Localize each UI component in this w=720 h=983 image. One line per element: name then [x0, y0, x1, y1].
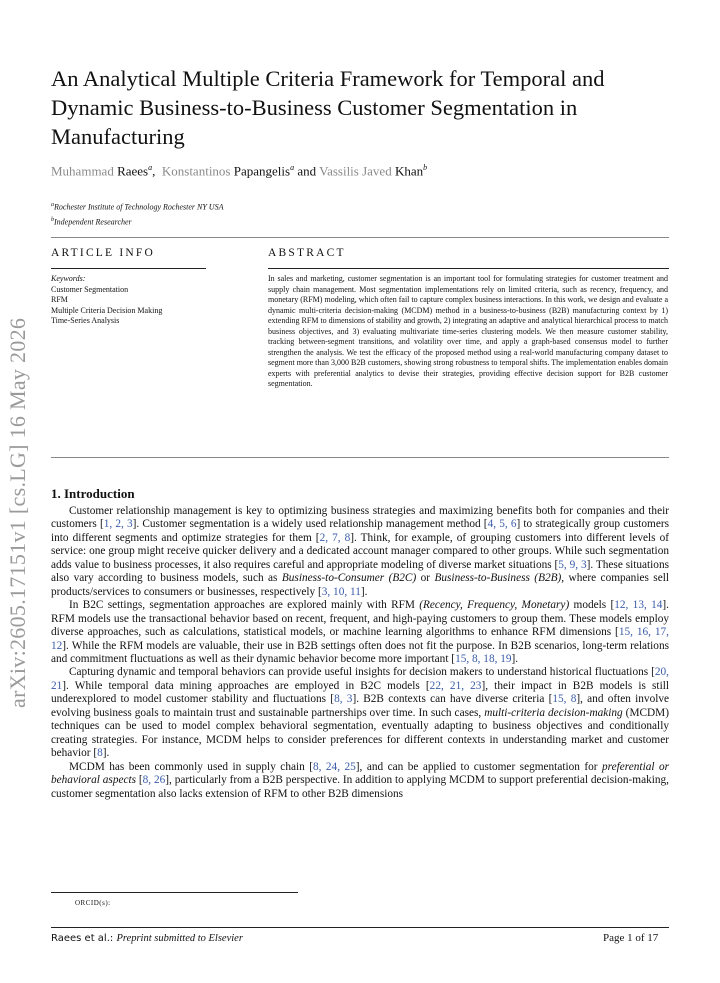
- orcid-footnote: ORCID(s):: [75, 899, 111, 907]
- section-heading: 1. Introduction: [51, 486, 135, 501]
- keywords-label: Keywords:: [51, 274, 86, 283]
- body-text: (MCDM) techniques can be used to model complex behavioral segmentation, eventually adapting to business objectives and conditionally creating strategies. For instance, MCDM helps to consider preferences for different contexts in understanding market and customer behavior [: [51, 706, 669, 760]
- citation-link[interactable]: 1, 2, 3: [103, 518, 133, 531]
- emphasis-text: (Recency, Frequency, Monetary): [419, 599, 570, 612]
- citation-link[interactable]: 8: [97, 747, 103, 760]
- citation-link[interactable]: 8, 3: [334, 693, 353, 706]
- author-last-name: Khan: [394, 163, 424, 179]
- emphasis-text: Business-to-Consumer (B2C): [281, 572, 417, 585]
- body-text: ].: [360, 585, 368, 598]
- citation-link[interactable]: 8, 26: [142, 774, 166, 787]
- author-affil-mark: a: [148, 163, 153, 172]
- body-text: or: [416, 572, 435, 585]
- emphasis-text: preferential or behavioral aspects: [51, 760, 669, 787]
- introduction-body: [51, 505, 669, 801]
- affiliations: [51, 199, 223, 228]
- author-affil-mark: a: [290, 163, 295, 172]
- body-text: ]. B2B contexts can have diverse criteria [: [352, 693, 553, 706]
- paragraph: [51, 505, 669, 599]
- affiliation-b: [51, 214, 223, 229]
- keyword: Time-Series Analysis: [51, 316, 120, 325]
- page-number: Page 1 of 17: [603, 932, 659, 944]
- affiliation-text: Rochester Institute of Technology Rochester NY USA: [54, 202, 224, 212]
- citation-link[interactable]: 3, 10, 11: [321, 585, 361, 598]
- body-text: ]. RFM models use the transactional behavior based on recent, frequent, and high-paying customers to group them. These models employ diverse approaches, such as calculations, statistical models, or machine learning algorithms to enhance RFM dimensions [: [51, 599, 669, 639]
- affiliation-mark: b: [51, 216, 54, 223]
- abstract-rule: [268, 268, 669, 269]
- paragraph: [51, 666, 669, 760]
- body-text: MCDM has been commonly used in supply chain [: [69, 760, 313, 773]
- body-text: ].: [102, 747, 110, 760]
- body-text: In B2C settings, segmentation approaches are explored mainly with RFM: [69, 599, 420, 612]
- citation-link[interactable]: 22, 21, 23: [429, 679, 482, 692]
- body-text: ], their impact in B2B models is still underexplored to model customer stability and fluctuations [: [51, 679, 669, 706]
- abstract-heading: ABSTRACT: [268, 247, 346, 259]
- paper-title: An Analytical Multiple Criteria Framework for Temporal and Dynamic Business-to-Business Customer Segmentation in Manufacturing: [51, 66, 605, 149]
- emphasis-text: Business-to-Business (B2B): [434, 572, 562, 585]
- citation-link[interactable]: 15, 16, 17, 12: [51, 626, 669, 652]
- author-first-name: Vassilis Javed: [319, 163, 392, 179]
- author-separator: and: [297, 163, 317, 179]
- body-text: models [: [569, 599, 615, 612]
- citation-link[interactable]: 5, 9, 3: [558, 558, 587, 571]
- body-text: ]. These situations also vary according to business models, such as: [51, 558, 669, 585]
- footer-left: [51, 933, 243, 944]
- header-divider: [51, 237, 669, 238]
- citation-link[interactable]: 15, 8, 18, 19: [455, 652, 512, 665]
- paragraph: [51, 761, 669, 801]
- citation-link[interactable]: 8, 24, 25: [312, 760, 356, 773]
- footer-journal: Preprint submitted to Elsevier: [116, 933, 243, 944]
- keyword: Multiple Criteria Decision Making: [51, 305, 163, 315]
- body-text: [: [136, 774, 143, 787]
- abstract-divider: [51, 457, 669, 458]
- author-first-name: Konstantinos: [161, 163, 231, 179]
- body-text: Capturing dynamic and temporal behaviors can provide useful insights for decision makers to understand historical fluctuations [: [69, 666, 655, 679]
- abstract-text: In sales and marketing, customer segmentation is an important tool for formulating strategies for customer treatment and supply chain management. Most segmentation implementations rely on limited criteria, such as recency, frequency, and monetary (RFM) modeling, which often fail to capture complex business interactions. In this work, we design and evaluate a dynamic multi-criteria decision-making (MCDM) method in a business-to-business (B2B) manufacturing context by 1) extending RFM to dimensions of stability and growth, 2) integrating an adaptive and analytical hierarchical process to match business objectives, and 3) evaluating multivariate time-series clustering models. We then measure customer stability, tracking between-segment transitions, and volatility over time, and apply a graph-based consensus model to further strengthen the analysis. We test the efficacy of the proposed method using a real-world manufacturing company dataset to segment more than 3,000 B2B customers, showing strong robustness to temporal shifts. The implementation enables domain experts with preferential analytics to devise their strategies, providing effective decision support for B2B customer segmentation.: [268, 274, 668, 389]
- body-text: , where companies sell products/services to consumers or businesses, respectively [: [51, 572, 669, 598]
- body-text: ], particularly from a B2B perspective. In addition to applying MCDM to support preferential decision-making, customer segmentation also lacks extension of RFM to other B2B dimensions: [51, 774, 669, 800]
- arxiv-stamp: arXiv:2605.17151v1 [cs.LG] 16 May 2026: [5, 317, 30, 708]
- footer-rule: [51, 927, 669, 928]
- author-last-name: Papangelis: [233, 163, 291, 179]
- footer-author: Raees et al.:: [51, 933, 114, 944]
- affiliation-text: Independent Researcher: [54, 217, 132, 227]
- body-text: ], and can be applied to customer segmentation for: [355, 760, 602, 773]
- footnote-rule: [51, 892, 298, 893]
- article-info-rule: [51, 268, 206, 269]
- citation-link[interactable]: 20, 21: [51, 666, 669, 692]
- keyword: RFM: [51, 295, 68, 304]
- author-separator: ,: [152, 163, 156, 179]
- body-text: ]. Think, for example, of grouping customers into different levels of service: one group might receive quicker delivery and a dedicated account manager compared to other groups. While such segmentation adds value to business processes, it also requires careful and appropriate modeling of diverse market situations [: [51, 531, 669, 571]
- author-first-name: Muhammad: [51, 163, 114, 179]
- emphasis-text: multi-criteria decision-making: [484, 706, 623, 719]
- affiliation-a: [51, 199, 223, 214]
- body-text: Customer relationship management is key to optimizing business strategies and maximizing benefits both for companies and their customers [: [51, 505, 669, 531]
- author-list: [51, 163, 427, 179]
- body-text: ]. While the RFM models are valuable, their use in B2B settings often does not fit the purpose. In B2B scenarios, long-term relations and commitment fluctuations as well as their dynamic behavior become more important [: [51, 639, 669, 665]
- citation-link[interactable]: 12, 13, 14: [614, 599, 663, 612]
- citation-link[interactable]: 4, 5, 6: [487, 518, 517, 531]
- affiliation-mark: a: [51, 202, 54, 208]
- body-text: ]. While temporal data mining approaches are employed in B2C models [: [62, 679, 430, 692]
- article-info-heading: ARTICLE INFO: [51, 247, 155, 259]
- citation-link[interactable]: 15, 8: [552, 693, 577, 706]
- author-last-name: Raees: [117, 163, 149, 179]
- paragraph: [51, 599, 669, 666]
- keyword: Customer Segmentation: [51, 284, 129, 294]
- keywords-block: [51, 274, 162, 327]
- body-text: ] to strategically group customers into different segments and optimize strategies for them [: [51, 518, 669, 544]
- author-affil-mark: b: [423, 163, 428, 172]
- body-text: ].: [511, 652, 519, 665]
- citation-link[interactable]: 2, 7, 8: [319, 531, 351, 544]
- body-text: ]. Customer segmentation is a widely used relationship management method [: [132, 518, 488, 531]
- body-text: ], and often involve evolving business goals to maintain trust and sustainable partnerships over time. In such cases,: [51, 693, 670, 719]
